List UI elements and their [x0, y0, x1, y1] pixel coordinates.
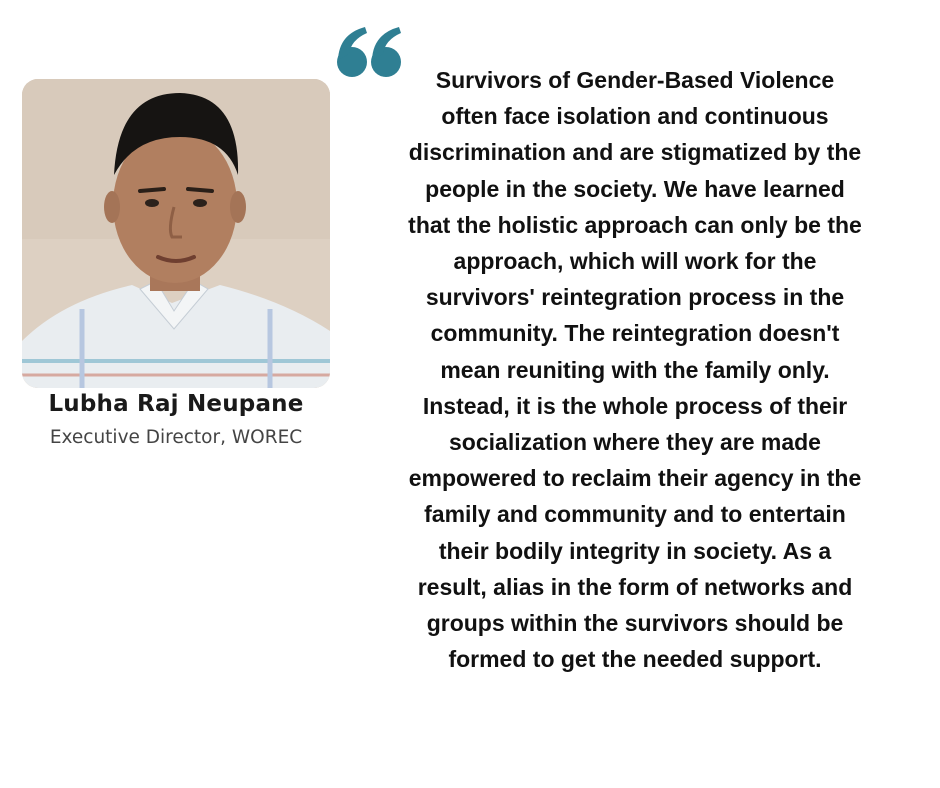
quote-line: family and community and to entertain: [424, 501, 846, 528]
quote-line: result, alias in the form of networks and: [417, 573, 853, 600]
quote-line: community. The reintegration doesn't: [430, 320, 840, 347]
quote-line: that the holistic approach can only be the: [408, 211, 862, 238]
quote-line: often face isolation and continuous: [441, 103, 829, 130]
person-name: Lubha Raj Neupane: [48, 391, 304, 417]
quote-line: their bodily integrity in society. As a: [438, 537, 832, 564]
person-title: Executive Director, WOREC: [49, 427, 303, 448]
portrait-image: [22, 79, 330, 388]
quote-line: socialization where they are made: [449, 429, 821, 456]
quote-line: discrimination and are stigmatized by the: [408, 139, 862, 166]
quote-line: approach, which will work for the: [453, 248, 817, 275]
quote-line: people in the society. We have learned: [425, 175, 845, 202]
quote-line: empowered to reclaim their agency in the: [408, 465, 862, 492]
quote-line: Survivors of Gender-Based Violence: [435, 67, 835, 93]
quote-line: mean reuniting with the family only.: [440, 356, 830, 383]
quote-text: [352, 62, 918, 677]
quote-line: formed to get the needed support.: [448, 646, 822, 673]
quote-line: groups within the survivors should be: [426, 610, 844, 637]
quote-line: Instead, it is the whole process of their: [422, 392, 848, 419]
portrait-photo: [22, 79, 330, 388]
quote-line: survivors' reintegration process in the: [425, 284, 845, 311]
